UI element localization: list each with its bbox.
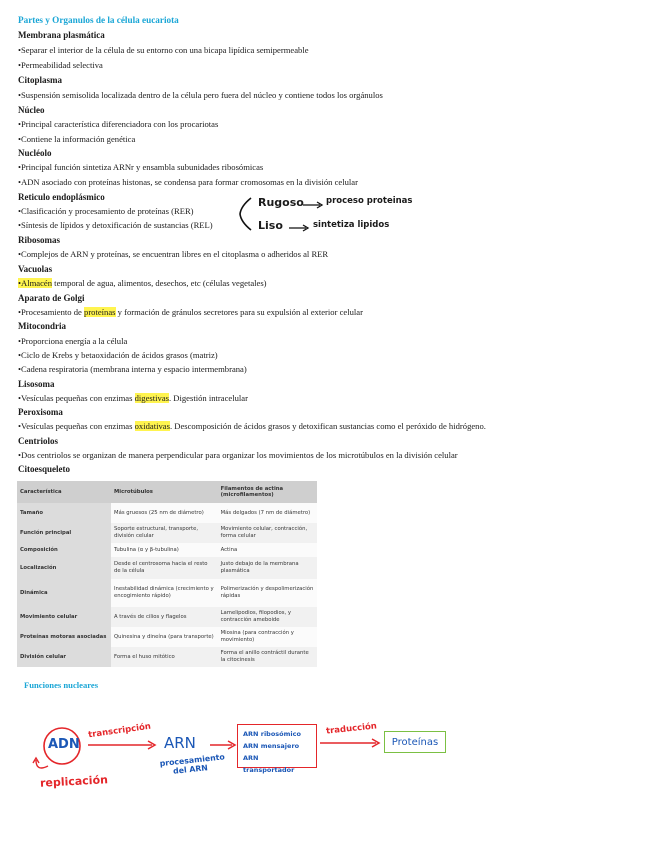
table-cell: A través de cilios y flagelos <box>111 607 218 627</box>
arn-transportador: ARN transportador <box>243 754 295 774</box>
bullet-nucleo-1: •Principal característica diferenciadora con los procariotas <box>18 119 219 129</box>
arn-types-box <box>237 724 317 774</box>
brace-mark <box>238 196 254 232</box>
heading-lisosoma: Lisosoma <box>18 379 55 389</box>
arrow-icon <box>320 738 382 748</box>
bullet-membrana-2: •Permeabilidad selectiva <box>18 60 103 70</box>
heading-nucleolo: Nucléolo <box>18 148 52 158</box>
replication-arrow-icon <box>30 750 56 776</box>
heading-citoesqueleto: Citoesqueleto <box>18 464 70 474</box>
table-cell: Tubulina (α y β-tubulina) <box>111 543 218 557</box>
arn-ribosomico: ARN ribosómico <box>243 730 301 738</box>
table-row-head: Movimiento celular <box>17 607 111 627</box>
heading-vacuolas: Vacuolas <box>18 264 53 274</box>
table-cell: Lamelipodios, filopodios, y contracción ameboide <box>218 607 317 627</box>
bullet-mitocondria-3: •Cadena respiratoria (membrana interna y espacio intermembrana) <box>18 364 247 374</box>
bullet-nucleolo-2: •ADN asociado con proteínas histonas, se condensa para formar cromosomas en la división celular <box>18 177 358 187</box>
heading-citoplasma: Citoplasma <box>18 75 63 85</box>
bullet-ribosomas-1: •Complejos de ARN y proteínas, se encuentran libres en el citoplasma o adheridos al RER <box>18 249 329 259</box>
table-cell: Inestabilidad dinámica (crecimiento y encogimiento rápido) <box>111 579 218 607</box>
table-cell: Forma el anillo contráctil durante la citocinesis <box>218 647 317 667</box>
table-cell: Miosina (para contracción y movimiento) <box>218 627 317 647</box>
transcripcion-label: transcripción <box>87 721 152 741</box>
bullet-vacuolas-1: •Almacén temporal de agua, alimentos, desechos, etc (células vegetales) <box>18 278 267 288</box>
table-row-head: Localización <box>17 557 111 579</box>
table-header-cell: Característica <box>17 481 111 503</box>
bullet-mitocondria-2: •Ciclo de Krebs y betaoxidación de ácidos grasos (matriz) <box>18 350 218 360</box>
table-header-row <box>17 481 317 503</box>
bullet-citoplasma-1: •Suspensión semisolida localizada dentro de la célula pero fuera del núcleo y contiene todos los orgánulos <box>18 90 383 100</box>
table-header-cell: Microtúbulos <box>111 481 218 503</box>
table-row <box>17 607 317 627</box>
adn-label: ADN <box>48 737 80 752</box>
table-cell: Justo debajo de la membrana plasmática <box>218 557 317 579</box>
table-row-head: Composición <box>17 543 111 557</box>
table-row <box>17 557 317 579</box>
highlight: oxidativas <box>134 421 170 431</box>
highlight: digestivas <box>134 393 169 403</box>
bullet-lisosoma-1: •Vesículas pequeñas con enzimas digestivas. Digestión intracelular <box>18 393 248 403</box>
table-row <box>17 523 317 543</box>
arrow-icon <box>88 740 158 750</box>
table-row-head: Función principal <box>17 523 111 543</box>
bullet-mitocondria-1: •Proporciona energía a la célula <box>18 336 128 346</box>
table-cell: Desde el centrosoma hacia el resto de la célula <box>111 557 218 579</box>
table-row <box>17 647 317 667</box>
bullet-nucleo-2: •Contiene la información genética <box>18 134 136 144</box>
heading-nucleo: Núcleo <box>18 105 45 115</box>
table-cell: Quinesina y dineína (para transporte) <box>111 627 218 647</box>
table-header-cell: Filamentos de actina (microfilamentos) <box>218 481 317 503</box>
table-row <box>17 543 317 557</box>
heading-peroxisoma: Peroxisoma <box>18 407 63 417</box>
highlight: •Almacén <box>18 278 53 288</box>
arrow-icon <box>210 740 238 750</box>
replicacion-label: replicación <box>39 773 109 790</box>
table-row <box>17 579 317 607</box>
annotation-liso-note: sintetiza lipidos <box>313 220 390 230</box>
table-cell: Polimerización y despolimerización rápidas <box>218 579 317 607</box>
bullet-reticulo-1: •Clasificación y procesamiento de proteínas (RER) <box>18 206 194 216</box>
bullet-peroxisoma-1: •Vesículas pequeñas con enzimas oxidativas. Descomposición de ácidos grasos y detoxifican sustancias como el peróxido de hidrógeno. <box>18 421 486 431</box>
heading-ribosomas: Ribosomas <box>18 235 61 245</box>
bullet-golgi-1: •Procesamiento de proteínas y formación de gránulos secretores para su expulsión al exterior celular <box>18 307 363 317</box>
table-row-head: Tamaño <box>17 503 111 523</box>
annotation-rugoso: Rugoso <box>258 196 304 209</box>
heading-centriolos: Centriolos <box>18 436 58 446</box>
annotation-rugoso-note: proceso proteinas <box>326 196 413 206</box>
table-row <box>17 503 317 523</box>
table-cell: Actina <box>218 543 317 557</box>
bullet-centriolos-1: •Dos centriolos se organizan de manera perpendicular para organizar los movimientos de los microtúbulos en la división celular <box>18 450 458 460</box>
arrow-icon <box>302 201 324 209</box>
procesamiento-label: procesamiento del ARN <box>159 752 226 776</box>
cytoskeleton-table <box>17 481 317 667</box>
table-cell: Más gruesos (25 nm de diámetro) <box>111 503 218 523</box>
annotation-liso: Liso <box>258 219 283 232</box>
bullet-reticulo-2: •Síntesis de lípidos y detoxificación de sustancias (REL) <box>18 220 213 230</box>
table-row <box>17 627 317 647</box>
document-title: Partes y Organulos de la célula eucariota <box>18 15 179 25</box>
table-row-head: Dinámica <box>17 579 111 607</box>
table-cell: Soporte estructural, transporte, división celular <box>111 523 218 543</box>
arn-mensajero: ARN mensajero <box>243 742 300 750</box>
heading-golgi: Aparato de Golgi <box>18 293 85 303</box>
bullet-membrana-1: •Separar el interior de la célula de su entorno con una bicapa lipídica semipermeable <box>18 45 309 55</box>
heading-reticulo: Reticulo endoplásmico <box>18 192 105 202</box>
proteinas-box <box>384 731 446 753</box>
arrow-icon <box>288 224 310 232</box>
nuclear-functions-diagram <box>0 700 656 810</box>
table-row-head: Proteínas motoras asociadas <box>17 627 111 647</box>
proteinas-label: Proteínas <box>391 737 439 748</box>
heading-mitocondria: Mitocondria <box>18 321 66 331</box>
arn-label: ARN <box>164 734 196 752</box>
highlight: proteínas <box>84 307 116 317</box>
table-cell: Más delgados (7 nm de diámetro) <box>218 503 317 523</box>
traduccion-label: traducción <box>325 721 378 737</box>
bullet-nucleolo-1: •Principal función sintetiza ARNr y ensambla subunidades ribosómicas <box>18 162 264 172</box>
table-cell: Movimiento celular, contracción, forma celular <box>218 523 317 543</box>
table-row-head: División celular <box>17 647 111 667</box>
section-title-funciones: Funciones nucleares <box>24 680 99 690</box>
heading-membrana: Membrana plasmática <box>18 30 105 40</box>
table-cell: Forma el huso mitótico <box>111 647 218 667</box>
